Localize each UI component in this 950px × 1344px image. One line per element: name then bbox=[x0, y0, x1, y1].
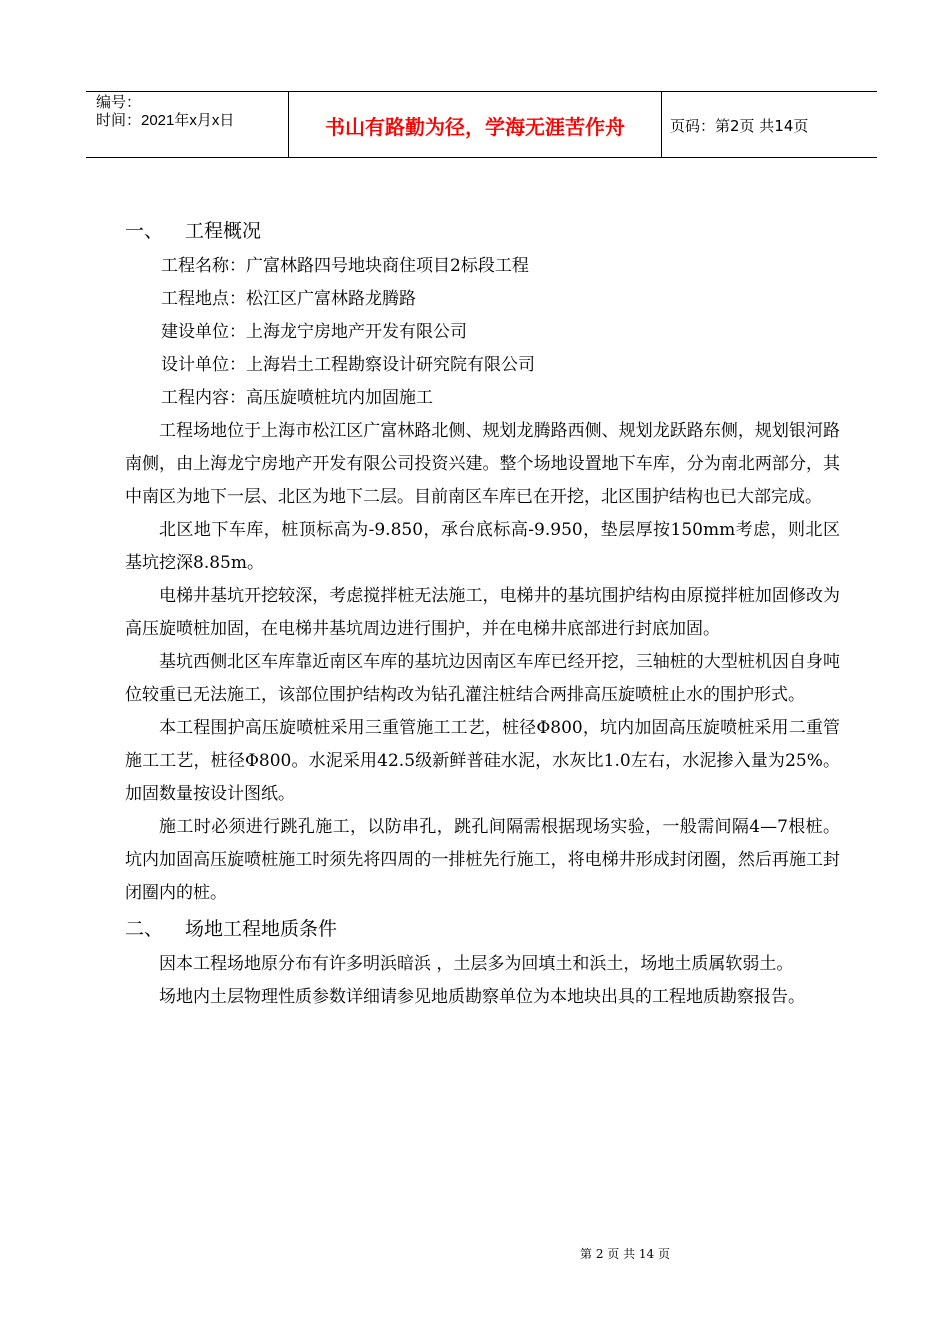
paragraph-north-garage: 北区地下车库，桩顶标高为-9.850，承台底标高-9.950，垫层厚按150mm考虑，则北区基坑挖深8.85m。 bbox=[125, 520, 840, 573]
field-developer: 建设单位：上海龙宁房地产开发有限公司 bbox=[161, 322, 467, 342]
paragraph-elevator-pit: 电梯井基坑开挖较深，考虑搅拌桩无法施工，电梯井的基坑围护结构由原搅拌桩加固修改为高压旋喷桩加固，在电梯井基坑周边进行围护，并在电梯井底部进行封底加固。 bbox=[125, 586, 840, 639]
serial-label: 编号： bbox=[96, 94, 142, 111]
header-meta bbox=[96, 94, 234, 130]
field-project-name: 工程名称：广富林路四号地块商住项目2标段工程 bbox=[161, 256, 529, 276]
header-motto: 书山有路勤为径，学海无涯苦作舟 bbox=[325, 115, 625, 139]
paragraph-jet-grouting: 本工程围护高压旋喷桩采用三重管施工工艺，桩径Φ800，坑内加固高压旋喷桩采用二重管施工工艺，桩径Φ800。水泥采用42.5级新鲜普硅水泥，水灰比1.0左右，水泥掺入量为25%。加固数量按设计图纸。 bbox=[125, 718, 840, 804]
header-page-info: 页码：第2页 共14页 bbox=[670, 117, 809, 135]
section-title: 工程概况 bbox=[185, 220, 262, 242]
section-heading-1 bbox=[125, 212, 840, 250]
paragraph-soil: 因本工程场地原分布有许多明浜暗浜 ，土层多为回填土和浜土，场地土质属软弱土。 bbox=[159, 954, 794, 974]
field-project-location: 工程地点：松江区广富林路龙腾路 bbox=[161, 289, 416, 309]
section-heading-2 bbox=[125, 910, 840, 948]
document-body bbox=[125, 212, 840, 1014]
paragraph-west-side: 基坑西侧北区车库靠近南区车库的基坑边因南区车库已经开挖，三轴桩的大型桩机因自身吨位较重已无法施工，该部位围护结构改为钻孔灌注桩结合两排高压旋喷桩止水的围护形式。 bbox=[125, 652, 840, 705]
paragraph-site: 工程场地位于上海市松江区广富林路北侧、规划龙腾路西侧、规划龙跃路东侧，规划银河路南侧，由上海龙宁房地产开发有限公司投资兴建。整个场地设置地下车库，分为南北两部分，其中南区为地下一层、北区为地下二层。目前南区车库已在开挖，北区围护结构也已大部完成。 bbox=[125, 421, 840, 507]
page-footer: 第 2 页 共 14 页 bbox=[580, 1247, 670, 1261]
section-number: 一、 bbox=[125, 220, 164, 242]
paragraph-construction-order: 施工时必须进行跳孔施工，以防串孔，跳孔间隔需根据现场实验，一般需间隔4—7根桩。坑内加固高压旋喷桩施工时须先将四周的一排桩先行施工，将电梯井形成封闭圈，然后再施工封闭圈内的桩。 bbox=[125, 817, 840, 903]
header-divider-right bbox=[661, 91, 662, 158]
paragraph-soil-report: 场地内土层物理性质参数详细请参见地质勘察单位为本地块出具的工程地质勘察报告。 bbox=[159, 987, 805, 1007]
section-title: 场地工程地质条件 bbox=[185, 918, 338, 940]
field-scope: 工程内容：高压旋喷桩坑内加固施工 bbox=[161, 388, 433, 408]
time-label: 时间：2021年x月x日 bbox=[96, 112, 235, 129]
section-number: 二、 bbox=[125, 918, 164, 940]
header-bottom-rule bbox=[86, 157, 877, 158]
header-top-rule bbox=[86, 91, 877, 92]
field-designer: 设计单位：上海岩土工程勘察设计研究院有限公司 bbox=[161, 355, 535, 375]
